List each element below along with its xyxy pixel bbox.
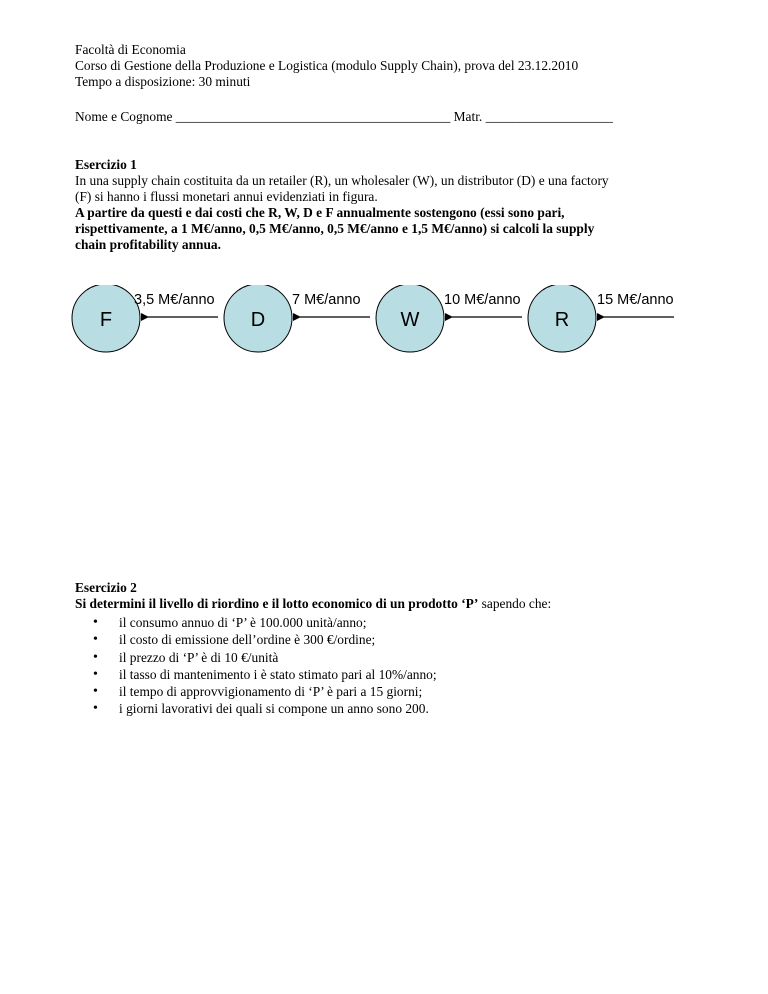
faculty-name: Facoltà di Economia — [75, 42, 186, 57]
list-item: • il prezzo di ‘P’ è di 10 €/unità — [93, 649, 437, 666]
name-and-matriculation-line: Nome e Cognome _________________________________________ Matr. ___________________ — [75, 109, 613, 124]
node-factory-label: F — [99, 309, 113, 331]
exercise-2-intro-bold: Si determini il livello di riordino e il lotto economico di un prodotto ‘P’ — [75, 596, 479, 611]
flow-label-4: 15 M€/anno — [597, 292, 674, 308]
exercise-1-text-line-1: In una supply chain costituita da un retailer (R), un wholesaler (W), un distributor (D) e una factory — [75, 173, 609, 188]
list-item: • il tempo di approvvigionamento di ‘P’ è pari a 15 giorni; — [93, 683, 437, 700]
exercise-1-text-line-2: (F) si hanno i flussi monetari annui evidenziati in figura. — [75, 189, 378, 204]
node-retailer — [528, 285, 596, 352]
flow-label-1: 3,5 M€/anno — [134, 292, 215, 308]
node-wholesaler — [376, 285, 444, 352]
exercise-2-title: Esercizio 2 — [75, 580, 137, 595]
node-distributor — [224, 285, 292, 352]
time-limit: Tempo a disposizione: 30 minuti — [75, 74, 251, 89]
node-wholesaler-label: W — [400, 309, 420, 331]
list-item: • il tasso di mantenimento i è stato stimato pari al 10%/anno; — [93, 666, 437, 683]
exercise-2-data-list — [93, 614, 437, 718]
flow-label-3: 10 M€/anno — [444, 292, 521, 308]
list-item: • il consumo annuo di ‘P’ è 100.000 unità/anno; — [93, 614, 437, 631]
exercise-1-title: Esercizio 1 — [75, 157, 137, 172]
exercise-2-intro — [75, 596, 551, 612]
node-factory — [72, 285, 140, 352]
node-distributor-label: D — [250, 309, 266, 331]
course-title: Corso di Gestione della Produzione e Logistica (modulo Supply Chain), prova del 23.12.2010 — [75, 58, 579, 73]
exercise-1-question-line-1: A partire da questi e dai costi che R, W, D e F annualmente sostengono (essi sono pari, — [75, 205, 565, 220]
supply-chain-diagram — [70, 285, 690, 355]
flow-label-2: 7 M€/anno — [292, 292, 361, 308]
node-retailer-label: R — [554, 309, 570, 331]
exercise-1-question-line-2: rispettivamente, a 1 M€/anno, 0,5 M€/anno, 0,5 M€/anno e 1,5 M€/anno) si calcoli la supply — [75, 221, 595, 236]
list-item: • i giorni lavorativi dei quali si compone un anno sono 200. — [93, 700, 437, 717]
exercise-1-question-line-3: chain profitability annua. — [75, 237, 221, 252]
exercise-2-intro-rest: sapendo che: — [478, 596, 552, 611]
list-item: • il costo di emissione dell’ordine è 300 €/ordine; — [93, 631, 437, 648]
